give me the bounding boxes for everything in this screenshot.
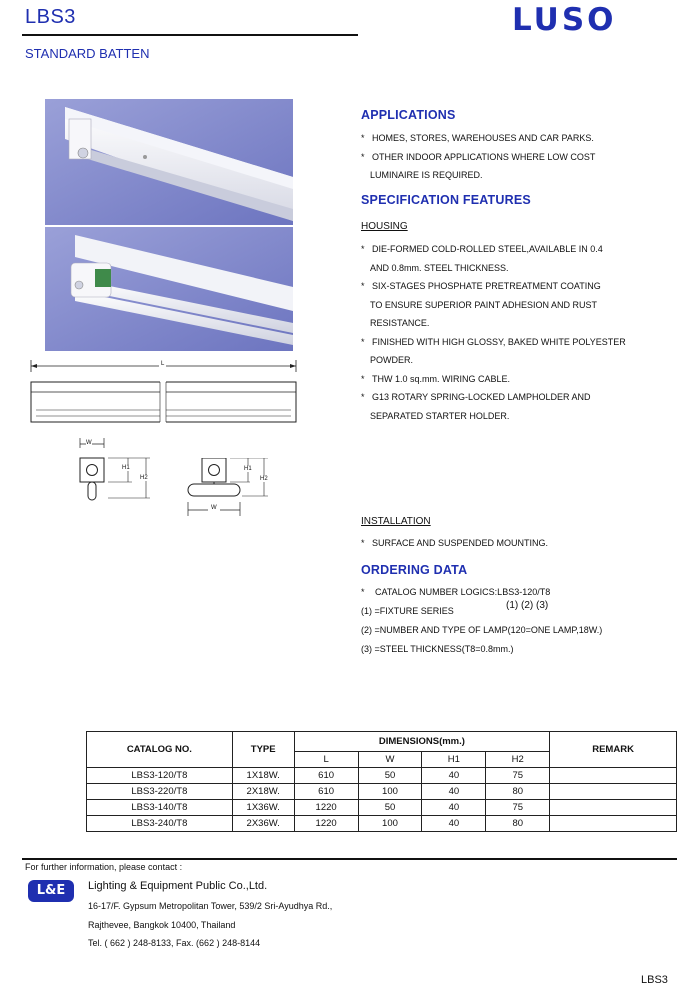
list-item: (3) =STEEL THICKNESS(T8=0.8mm.) bbox=[361, 644, 514, 654]
catalog-logic-text: CATALOG NUMBER LOGICS:LBS3-120/T8 bbox=[375, 587, 551, 597]
table-row bbox=[87, 768, 677, 784]
cell-catalog: LBS3-240/T8 bbox=[87, 816, 233, 832]
list-item: * G13 ROTARY SPRING-LOCKED LAMPHOLDER AND bbox=[361, 392, 591, 402]
list-item: * FINISHED WITH HIGH GLOSSY, BAKED WHITE POLYESTER bbox=[361, 336, 626, 347]
cell-h1: 40 bbox=[422, 768, 486, 784]
cell-remark bbox=[550, 784, 677, 800]
header-remark: REMARK bbox=[550, 732, 677, 768]
contact-note: For further information, please contact : bbox=[25, 862, 183, 872]
end-view-single-drawing bbox=[72, 438, 162, 508]
cell-l: 610 bbox=[294, 768, 358, 784]
header-divider bbox=[22, 34, 358, 36]
table-row bbox=[87, 784, 677, 800]
cell-h1: 40 bbox=[422, 784, 486, 800]
list-item: * THW 1.0 sq.mm. WIRING CABLE. bbox=[361, 373, 511, 384]
address-line: Rajthevee, Bangkok 10400, Thailand bbox=[88, 920, 236, 930]
applications-list bbox=[361, 129, 595, 185]
cell-w: 50 bbox=[358, 800, 422, 816]
cell-remark bbox=[550, 816, 677, 832]
twin-h1-label: H1 bbox=[244, 466, 252, 472]
product-photo-twin bbox=[45, 227, 293, 351]
catalog-table bbox=[86, 731, 677, 832]
single-width-label: W bbox=[86, 440, 92, 446]
list-item: * SURFACE AND SUSPENDED MOUNTING. bbox=[361, 538, 549, 548]
applications-heading: APPLICATIONS bbox=[361, 108, 456, 122]
dim-column-header: H2 bbox=[486, 752, 550, 768]
cell-w: 100 bbox=[358, 816, 422, 832]
cell-h2: 80 bbox=[486, 784, 550, 800]
cell-type: 1X18W. bbox=[232, 768, 294, 784]
cell-catalog: LBS3-220/T8 bbox=[87, 784, 233, 800]
dim-column-header: W bbox=[358, 752, 422, 768]
list-item: * DIE-FORMED COLD-ROLLED STEEL,AVAILABLE IN 0.4 bbox=[361, 244, 603, 254]
page-label: LBS3 bbox=[641, 974, 668, 986]
specification-heading: SPECIFICATION FEATURES bbox=[361, 193, 531, 207]
footer-divider bbox=[22, 858, 677, 860]
cell-type: 2X36W. bbox=[232, 816, 294, 832]
cell-h2: 80 bbox=[486, 816, 550, 832]
list-item: (1) =FIXTURE SERIES bbox=[361, 606, 454, 616]
ordering-heading: ORDERING DATA bbox=[361, 563, 468, 577]
length-label: L bbox=[161, 361, 165, 367]
header-dimensions: DIMENSIONS(mm.) bbox=[294, 732, 550, 752]
single-h2-label: H2 bbox=[140, 475, 148, 481]
list-item: SEPARATED STARTER HOLDER. bbox=[370, 410, 510, 421]
cell-h2: 75 bbox=[486, 800, 550, 816]
twin-width-label: W bbox=[208, 505, 220, 511]
product-photo-single bbox=[45, 99, 293, 225]
list-item: LUMINAIRE IS REQUIRED. bbox=[370, 170, 483, 180]
side-elevation-drawing bbox=[28, 358, 300, 428]
cell-remark bbox=[550, 800, 677, 816]
model-title: LBS3 bbox=[25, 6, 76, 28]
list-item: RESISTANCE. bbox=[370, 318, 430, 328]
cell-w: 50 bbox=[358, 768, 422, 784]
contact-phone: Tel. ( 662 ) 248-8133, Fax. (662 ) 248-8144 bbox=[88, 938, 261, 948]
dim-column-header: H1 bbox=[422, 752, 486, 768]
cell-l: 1220 bbox=[294, 816, 358, 832]
list-item: * SIX-STAGES PHOSPHATE PRETREATMENT COATING bbox=[361, 281, 601, 291]
cell-type: 2X18W. bbox=[232, 784, 294, 800]
header-type: TYPE bbox=[232, 732, 294, 768]
cell-remark bbox=[550, 768, 677, 784]
cell-l: 610 bbox=[294, 784, 358, 800]
table-row bbox=[87, 816, 677, 832]
cell-catalog: LBS3-120/T8 bbox=[87, 768, 233, 784]
twin-h2-label: H2 bbox=[260, 476, 268, 482]
logic-markers: (1) (2) (3) bbox=[506, 600, 549, 611]
cell-w: 100 bbox=[358, 784, 422, 800]
product-subtitle: STANDARD BATTEN bbox=[25, 46, 150, 61]
list-item: AND 0.8mm. STEEL THICKNESS. bbox=[370, 262, 509, 273]
ordering-legend bbox=[361, 602, 602, 659]
header-catalog: CATALOG NO. bbox=[87, 732, 233, 768]
cell-type: 1X36W. bbox=[232, 800, 294, 816]
cell-h1: 40 bbox=[422, 816, 486, 832]
installation-list bbox=[361, 534, 548, 553]
ordering-logic: * CATALOG NUMBER LOGICS:LBS3-120/T8 bbox=[361, 587, 551, 597]
housing-subheading: HOUSING bbox=[361, 221, 408, 232]
table-row bbox=[87, 800, 677, 816]
cell-h2: 75 bbox=[486, 768, 550, 784]
end-view-twin-drawing bbox=[184, 458, 280, 520]
list-item: POWDER. bbox=[370, 355, 414, 365]
le-logo: L&E bbox=[28, 880, 74, 902]
specification-list bbox=[361, 240, 626, 425]
list-item: * HOMES, STORES, WAREHOUSES AND CAR PARKS. bbox=[361, 133, 594, 143]
list-item: TO ENSURE SUPERIOR PAINT ADHESION AND RUST bbox=[370, 299, 598, 310]
list-item: * OTHER INDOOR APPLICATIONS WHERE LOW COST bbox=[361, 151, 596, 162]
company-name: Lighting & Equipment Public Co.,Ltd. bbox=[88, 880, 268, 892]
list-item: (2) =NUMBER AND TYPE OF LAMP(120=ONE LAMP,18W.) bbox=[361, 625, 603, 635]
dim-column-header: L bbox=[294, 752, 358, 768]
cell-h1: 40 bbox=[422, 800, 486, 816]
single-h1-label: H1 bbox=[122, 465, 130, 471]
brand-logo: LUSO bbox=[512, 2, 617, 38]
cell-catalog: LBS3-140/T8 bbox=[87, 800, 233, 816]
cell-l: 1220 bbox=[294, 800, 358, 816]
address-line: 16-17/F. Gypsum Metropolitan Tower, 539/2 Sri-Ayudhya Rd., bbox=[88, 901, 333, 911]
installation-subheading: INSTALLATION bbox=[361, 516, 431, 527]
